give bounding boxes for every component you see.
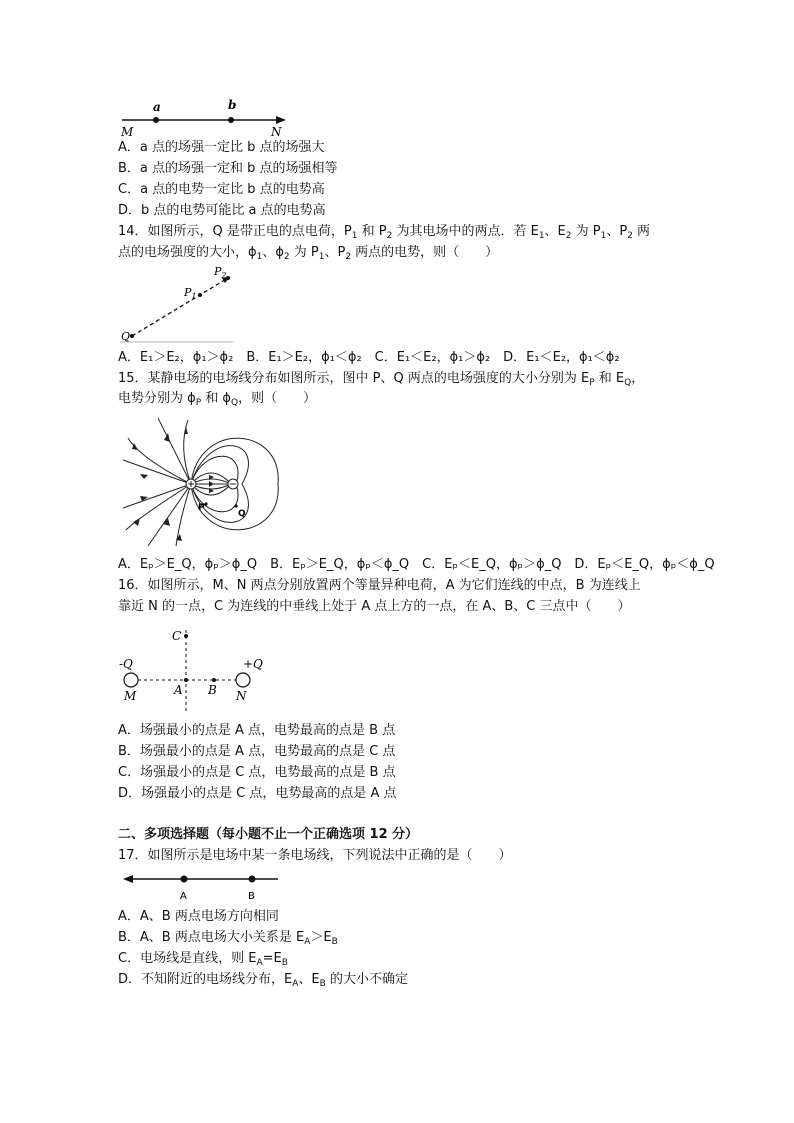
fig16-label-C: C	[172, 629, 182, 643]
figure-14-point-charge	[118, 264, 243, 346]
q16-option-d: D．场强最小的点是 C 点，电势最高的点是 A 点	[118, 786, 397, 801]
section-2-title: 二、多项选择题（每小题不止一个正确选项 12 分）	[118, 827, 419, 842]
fig16-label-A: A	[174, 683, 183, 697]
figure-17-field-line	[118, 870, 283, 902]
q14-stem-line2: 点的电场强度的大小，$\phi_1$、$\phi_2$ 为 $P_1$、$P_2$ 两点的电势，则（ ）	[118, 245, 499, 262]
fig14-label-P1: $P_1$	[184, 286, 197, 301]
fig13-label-N: N	[271, 125, 282, 139]
q13-option-d: D．b 点的电势可能比 a 点的电势高	[118, 203, 326, 218]
fig16-label-B: B	[208, 683, 217, 697]
fig16-label-pos-q: +Q	[243, 657, 263, 671]
fig16-label-M: M	[124, 689, 137, 703]
fig13-label-b: b	[228, 98, 237, 112]
fig15-label-Q: Q	[238, 509, 246, 519]
fig13-label-a: a	[153, 100, 161, 114]
q13-option-b: B．a 点的场强一定和 b 点的场强相等	[118, 161, 338, 176]
fig17-label-B: B	[248, 891, 255, 902]
fig14-label-P2: $P_2$	[214, 265, 227, 280]
q17-option-d: D．不知附近的电场线分布，$E_A$、$E_B$ 的大小不确定	[118, 972, 408, 989]
q16-option-c: C．场强最小的点是 C 点，电势最高的点是 B 点	[118, 765, 396, 780]
q13-option-a: A．a 点的场强一定比 b 点的场强大	[118, 140, 325, 155]
figure-16-dipole	[118, 622, 268, 712]
q15-stem-line1: 15．某静电场的电场线分布如图所示，图中 P、Q 两点的电场强度的大小分别为 $E_P$ 和 $E_Q$，	[118, 371, 645, 388]
q14-stem-line1: 14．如图所示，Q 是带正电的点电荷，$P_1$ 和 $P_2$ 为其电场中的两点．若 $E_1$、$E_2$ 为 $P_1$、$P_2$ 两	[118, 224, 651, 241]
q13-option-c: C．a 点的电势一定比 b 点的电势高	[118, 182, 325, 197]
figure-13-field-line	[118, 96, 293, 140]
fig16-label-N: N	[236, 689, 247, 703]
q15-stem-line2: 电势分别为 $\phi_P$ 和 $\phi_Q$，则（ ）	[118, 391, 317, 408]
q14-options: A．E₁＞E₂，ϕ₁＞ϕ₂ B．E₁＞E₂，ϕ₁＜ϕ₂ C．E₁＜E₂，ϕ₁＞ϕ₂ D．E₁＜E₂，ϕ₁＜ϕ₂	[118, 350, 620, 365]
q17-option-b: B．A、B 两点电场大小关系是 $E_A>E_B$	[118, 930, 338, 947]
fig13-label-M: M	[121, 125, 134, 139]
q16-stem-line2: 靠近 N 的一点，C 为连线的中垂线上处于 A 点上方的一点，在 A、B、C 三点中（ ）	[118, 599, 631, 614]
q16-option-b: B．场强最小的点是 A 点，电势最高的点是 C 点	[118, 744, 396, 759]
figure-15-field-lines	[118, 418, 283, 548]
q17-stem: 17．如图所示是电场中某一条电场线，下列说法中正确的是（ ）	[118, 848, 512, 863]
fig17-label-A: A	[180, 891, 187, 902]
q16-option-a: A．场强最小的点是 A 点，电势最高的点是 B 点	[118, 723, 396, 738]
q17-option-c: C．电场线是直线，则 $E_A=E_B$	[118, 951, 288, 968]
q17-option-a: A．A、B 两点电场方向相同	[118, 909, 279, 924]
fig14-label-Q: Q	[121, 330, 131, 343]
q15-options: A．Eₚ＞E_Q，ϕₚ＞ϕ_Q B．Eₚ＞E_Q，ϕₚ＜ϕ_Q C．Eₚ＜E_Q，ϕₚ＞ϕ_Q D．Eₚ＜E_Q，ϕₚ＜ϕ_Q	[118, 557, 715, 572]
fig16-label-neg-q: -Q	[119, 657, 133, 671]
fig15-label-P: P	[198, 503, 205, 513]
q16-stem-line1: 16．如图所示，M、N 两点分别放置两个等量异种电荷，A 为它们连线的中点，B 为连线上	[118, 578, 641, 593]
